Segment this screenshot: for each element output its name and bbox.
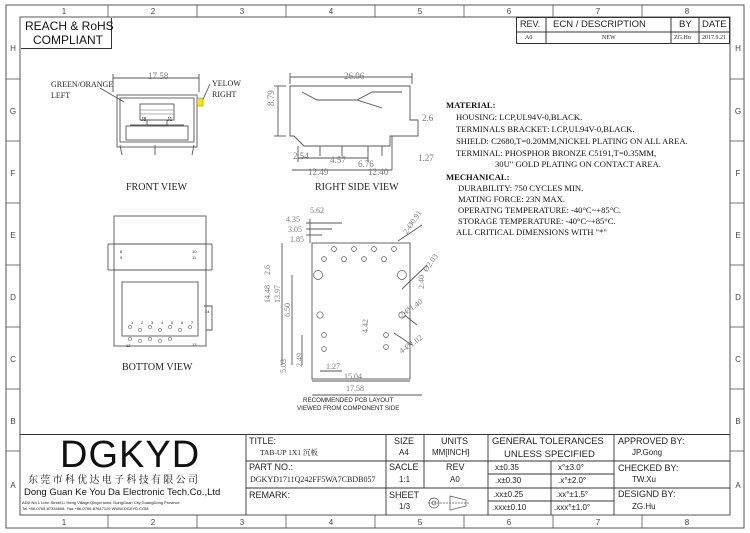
front-led-right-label-2: RIGHT <box>212 90 237 99</box>
zone-col-7-bottom: 7 <box>595 518 601 527</box>
company-name-en: Dong Guan Ke You Da Electronic Tech.Co.,Ltd <box>24 487 221 498</box>
compliance-line2: COMPLIANT <box>33 33 104 47</box>
pcb-dim-2x-0-91: 2-Ø0.91 <box>401 208 424 236</box>
zone-col-2-bottom: 2 <box>150 518 156 527</box>
zone-col-8: 8 <box>684 7 690 16</box>
bottom-pin-label-1: 1 <box>131 320 134 325</box>
by-value: ZG.Hu <box>674 35 691 41</box>
zone-col-4-bottom: 4 <box>328 518 334 527</box>
zone-col-6: 6 <box>506 7 512 16</box>
pcb-dim-13-97: 13.97 <box>273 285 282 303</box>
pcb-dim-1-85: 1.85 <box>290 235 304 244</box>
front-pin-label-j8: J8 <box>141 117 147 123</box>
tolerance-linear-1: x±0.35 <box>495 463 519 472</box>
part-no-value: DGKYD1711Q242FF5WA7CBDB057 <box>250 475 376 484</box>
bottom-pin-label-2: 2 <box>141 320 144 325</box>
notes-block <box>446 101 731 241</box>
pcb-dim-2-49: 2.49 <box>295 353 304 367</box>
zone-row-d-right: D <box>735 293 741 302</box>
bottom-view-drawing <box>100 210 230 380</box>
designed-value: ZG.Hu <box>632 502 656 511</box>
front-led-left-label-2: LEFT <box>51 91 71 100</box>
pcb-dim-6-50: 6.50 <box>283 303 292 317</box>
by-header: BY <box>679 19 692 30</box>
material-line-4: TERMINAL: PHOSPHOR BRONZE C5191,T=0.35MM, <box>456 148 657 158</box>
material-line-2: TERMINALS BRACKET: LCP,UL94V-0,BLACK. <box>456 124 635 134</box>
side-dim-2-54: 2.54 <box>293 151 309 161</box>
mechanical-line-2: MATING FORCE: 23N MAX. <box>458 194 565 204</box>
date-value: 2017.9.21 <box>702 35 726 41</box>
pcb-dim-2x-1-40: 2-Ø1.40 <box>397 297 425 320</box>
mechanical-heading: MECHANICAL: <box>446 172 510 182</box>
zone-row-a-right: A <box>735 481 741 490</box>
pcb-dim-17-58: 17.58 <box>346 384 364 393</box>
pcb-dim-14-48: 14.48 <box>263 285 272 303</box>
date-header: DATE <box>702 19 727 30</box>
zone-col-4: 4 <box>328 7 334 16</box>
pcb-dim-3-05: 3.05 <box>288 225 302 234</box>
approved-label: APPROVED BY: <box>618 436 685 446</box>
bottom-pin-label-14: 14 <box>205 309 210 314</box>
pcb-dim-4x-1-02: 4-Ø1.02 <box>397 333 425 356</box>
rev-value-block: A0 <box>450 475 460 484</box>
bottom-view <box>100 210 230 380</box>
compliance-box <box>21 18 112 49</box>
company-address: ADD:No.1 Lixin Street,Li Heng Village,Qingxi town, DongGuan City,GuangDong Province <box>22 500 180 505</box>
side-dim-12-49: 12.49 <box>308 167 329 177</box>
right-side-drawing <box>262 70 446 200</box>
projection-symbol-icon <box>428 496 470 510</box>
zone-row-c-right: C <box>735 355 741 364</box>
pcb-dim-2-6: 2.6 <box>263 265 272 275</box>
bottom-pin-label-5: 5 <box>171 320 174 325</box>
compliance-line1: REACH & RoHS <box>25 19 114 33</box>
mechanical-line-4: STORAGE TEMPERATURE: -40°C~+85°C. <box>458 216 616 226</box>
tolerance-heading-2: UNLESS SPECIFIED <box>504 449 595 460</box>
mechanical-line-5: ALL CRITICAL DIMENSIONS WITH "*" <box>456 227 607 237</box>
zone-row-c: C <box>10 355 16 364</box>
material-heading: MATERIAL: <box>446 100 496 110</box>
front-led-left-label: GREEN/ORANGE <box>51 80 114 89</box>
right-led-yellow <box>197 98 203 106</box>
tolerance-heading-1: GENERAL TOLERANCES <box>492 436 604 447</box>
zone-row-h: H <box>10 44 16 53</box>
side-dim-2-6: 2.6 <box>422 113 434 123</box>
zone-col-5: 5 <box>417 7 423 16</box>
zone-col-1: 1 <box>61 7 67 16</box>
pcb-title-line1: RECOMMENDED PCB LAYOUT <box>303 397 394 404</box>
zone-col-3: 3 <box>239 7 245 16</box>
pcb-dim-5-62: 5.62 <box>310 206 324 215</box>
rev-label: REV <box>446 462 465 472</box>
bottom-pin-label-6: 6 <box>181 320 184 325</box>
size-value: A4 <box>399 448 409 457</box>
tolerance-linear-2: .x±0.30 <box>495 476 522 485</box>
bottom-pin-label-7: 7 <box>191 320 194 325</box>
zone-col-3-bottom: 3 <box>239 518 245 527</box>
zone-col-8-bottom: 8 <box>684 518 690 527</box>
scale-value: 1:1 <box>399 475 411 484</box>
company-logo: DGKYD <box>60 434 201 476</box>
company-name-cn: 东莞市科优达电子科技有限公司 <box>28 475 201 486</box>
pcb-dim-1-27: 1.27 <box>326 362 340 371</box>
zone-row-d: D <box>10 293 16 302</box>
remark-label: REMARK: <box>249 490 291 500</box>
side-dim-height: 8.79 <box>266 90 276 106</box>
side-view-title: RIGHT SIDE VIEW <box>315 182 399 193</box>
side-dim-1-27: 1.27 <box>418 153 434 163</box>
pcb-dim-15-04: 15.04 <box>344 372 362 381</box>
bottom-pin-label-11: 11 <box>192 255 197 260</box>
tolerance-angle-2: .x°±2.0° <box>558 476 587 485</box>
side-dim-length: 26.06 <box>344 71 365 81</box>
pcb-layout <box>262 205 457 417</box>
zone-col-2: 2 <box>150 7 156 16</box>
material-line-5: 30U" GOLD PLATING ON CONTACT AREA. <box>495 159 661 169</box>
zone-row-g: G <box>9 107 17 116</box>
front-pin-label-j1: J1 <box>167 117 173 123</box>
sheet-value: 1/3 <box>399 502 411 511</box>
rev-value: A0 <box>525 35 533 41</box>
tolerance-angle-1: x°±3.0° <box>558 463 584 472</box>
designed-label: DESIGND BY: <box>618 489 676 499</box>
side-dim-6-76: 6.76 <box>358 159 374 169</box>
ecn-header: ECN / DESCRIPTION <box>553 19 646 30</box>
bottom-pin-label-3: 3 <box>151 320 154 325</box>
revision-table <box>516 17 730 44</box>
zone-row-f-right: F <box>735 169 741 178</box>
bottom-pin-label-10: 10 <box>192 249 197 254</box>
side-dim-12-40: 12.40 <box>368 167 389 177</box>
title-label: TITLE: <box>249 436 277 446</box>
sheet-label: SHEET <box>389 490 420 500</box>
tolerance-linear-3: .xx±0.25 <box>493 490 524 499</box>
units-label: UNITS <box>441 436 468 446</box>
zone-row-f: F <box>10 169 16 178</box>
pcb-dim-4-35: 4.35 <box>286 215 300 224</box>
scale-label: SACLE <box>389 462 419 472</box>
front-view-drawing <box>40 70 230 200</box>
pcb-dim-2-03: Ø2.03 <box>421 252 440 274</box>
front-width-dim: 17.58 <box>148 71 169 81</box>
title-value: TAB-UP 1X1 沉板 <box>260 448 318 457</box>
material-line-1: HOUSING: LCP,UL94V-0,BLACK. <box>456 112 583 122</box>
front-view-title: FRONT VIEW <box>126 182 188 193</box>
units-value: MM[INCH] <box>432 448 470 457</box>
checked-label: CHECKED BY: <box>618 463 679 473</box>
side-dim-4-57: 4.57 <box>330 155 346 165</box>
rev-header: REV. <box>520 19 541 29</box>
tolerance-angle-4: .xxx°±1.0° <box>554 503 591 512</box>
zone-row-h-right: H <box>735 44 741 53</box>
pcb-dim-2-40: 2.40 <box>417 275 426 289</box>
bottom-view-title: BOTTOM VIEW <box>122 362 193 373</box>
part-no-label: PART NO.: <box>249 462 294 472</box>
bottom-pin-label-13: 13 <box>192 342 197 347</box>
zone-row-e: E <box>10 231 16 240</box>
bottom-pin-label-9: 9 <box>120 255 123 260</box>
pcb-dim-5-03: 5.03 <box>279 359 288 373</box>
mechanical-line-3: OPERATNG TEMPERATURE: -40°C~+85°C. <box>458 205 622 215</box>
zone-row-b: B <box>10 417 16 426</box>
zone-row-b-right: B <box>735 417 741 426</box>
zone-col-6-bottom: 6 <box>506 518 512 527</box>
checked-value: TW.Xu <box>632 475 657 484</box>
bottom-pin-label-4: 4 <box>161 320 164 325</box>
zone-col-1-bottom: 1 <box>61 518 67 527</box>
bottom-pin-label-8: 8 <box>120 249 123 254</box>
zone-col-5-bottom: 5 <box>417 518 423 527</box>
pcb-dim-4-42: 4.42 <box>361 319 370 333</box>
tolerance-angle-3: .xx°±1.5° <box>556 490 589 499</box>
zone-row-g-right: G <box>734 107 742 116</box>
front-led-right-label: YELOW <box>212 79 241 88</box>
company-contact: Tel:+86-0769-87334608; Fax:+86-0769-87647129 WWW.DGKYD.COM <box>22 506 149 511</box>
front-view <box>40 70 241 200</box>
zone-row-e-right: E <box>735 231 741 240</box>
title-block <box>20 434 730 515</box>
bottom-pin-label-12: 12 <box>126 343 131 348</box>
tolerance-linear-4: .xxx±0.10 <box>492 503 527 512</box>
size-label: SIZE <box>394 436 415 446</box>
approved-value: JP.Gong <box>632 448 663 457</box>
right-side-view <box>262 70 446 200</box>
pcb-title-line2: VIEWED FROM COMPONENT SIDE <box>297 405 400 412</box>
mechanical-line-1: DURABILITY: 750 CYCLES MIN. <box>458 183 584 193</box>
zone-col-7: 7 <box>595 7 601 16</box>
desc-value: NEW <box>602 35 616 41</box>
zone-row-a: A <box>10 481 16 490</box>
material-line-3: SHIELD: C2680,T=0.20MM,NICKEL PLATING ON ALL AREA. <box>456 136 688 146</box>
